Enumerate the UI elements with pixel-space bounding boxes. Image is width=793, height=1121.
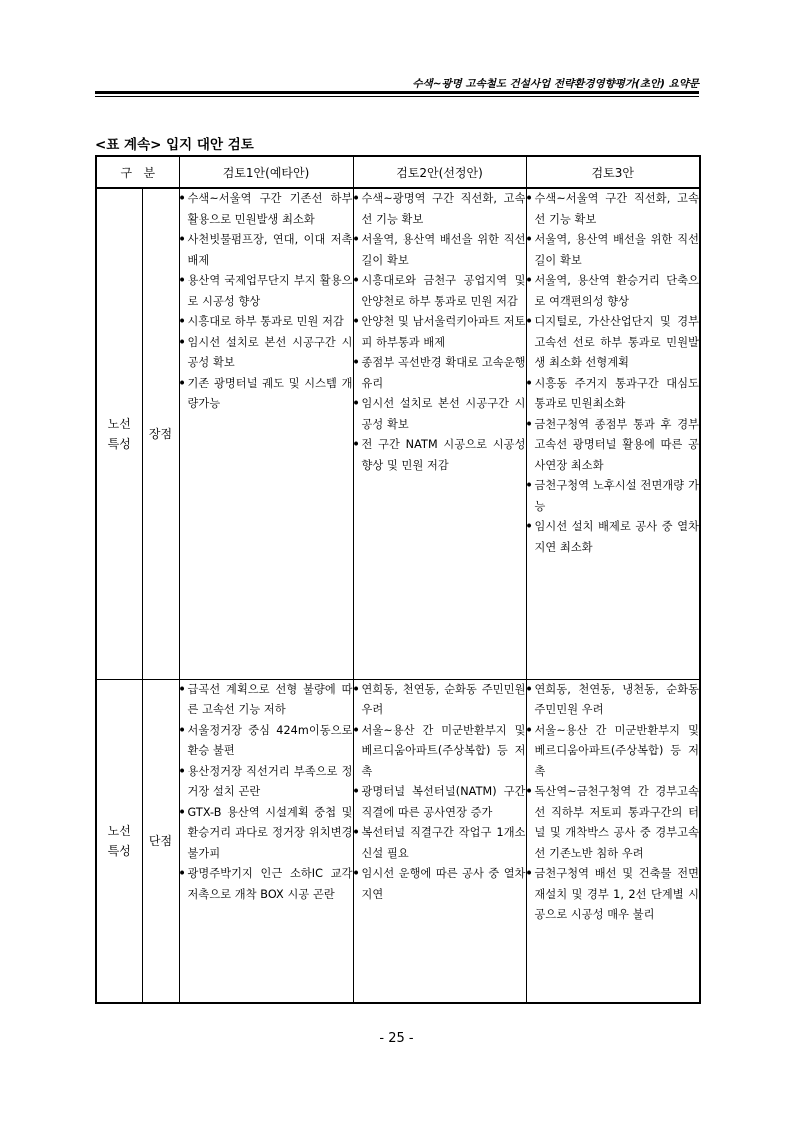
bullet-text: 서울역, 용산역 배선을 위한 직선길이 확보 [534,233,700,267]
table-row [96,679,700,1003]
header-alt1: 검토1안(예타안) [179,156,353,188]
bullet-icon: • [525,520,533,533]
bullet-item [354,823,526,864]
bullet-icon: • [352,438,360,451]
bullet-icon: • [352,315,360,328]
bullet-icon: • [178,805,186,819]
page-number: - 25 - [379,1031,414,1046]
row-group-label: 노선 특성 [96,679,142,1003]
bullet-item [527,374,700,415]
bullet-text: 금천구청역 노후시설 전면개량 가능 [534,479,700,513]
bullet-text: 연희동, 천연동, 순화동 주민민원 우려 [361,682,526,716]
bullet-item [527,864,700,926]
bullet-item [354,782,526,823]
bullet-item [527,680,700,721]
bullet-icon: • [525,233,533,246]
bullet-text: 광명주박기지 인근 소하IC 교각 저촉으로 개착 BOX 시공 곤란 [187,867,353,901]
bullet-text: 수색~서울역 구간 기존선 하부 활용으로 민원발생 최소화 [187,192,353,226]
bullet-text: 수색~광명역 구간 직선화, 고속선 기능 확보 [361,192,526,226]
bullet-item [527,271,700,312]
alt3-cell [526,679,700,1003]
running-header: 수색~광명 고속철도 건설사업 전략환경영향평가(초안) 요약문 [412,78,699,90]
bullet-text: 급곡선 계획으로 선형 불량에 따른 고속선 기능 저하 [187,682,353,716]
bullet-icon: • [352,826,360,839]
bullet-icon: • [525,479,533,492]
bullet-item [180,312,353,333]
bullet-item [354,189,526,230]
bullet-text: 서울~용산 간 미군반환부지 및 베르디움아파트(주상복합) 등 저촉 [361,723,526,778]
alt2-cell [353,188,526,679]
table-row [96,188,700,679]
bullet-icon: • [525,417,533,431]
bullet-text: 종점부 곡선반경 확대로 고속운행 유리 [361,356,526,390]
bullet-icon: • [178,274,186,287]
bullet-icon: • [525,274,533,287]
header-category: 구 분 [96,156,179,188]
bullet-text: 용산역 국제업무단지 부지 활용으로 시공성 향상 [187,274,353,308]
bullet-icon: • [525,867,533,880]
bullet-icon: • [352,785,360,798]
bullet-text: 서울~용산 간 미군반환부지 및 베르디움아파트(주상복합) 등 저촉 [534,723,700,778]
bullet-item [527,189,700,230]
bullet-icon: • [352,233,360,246]
alt3-cell [526,188,700,679]
bullet-text: 사천빗물펌프장, 연대, 이대 저촉배제 [187,233,353,267]
bullet-text: 금천구청역 배선 및 건축물 전면 재설치 및 경부 1, 2선 단계별 시공으로 시공성 매우 불리 [534,867,700,921]
bullet-text: 임시선 설치로 본선 시공구간 시공성 확보 [187,335,353,369]
row-type-label: 장점 [142,188,179,679]
bullet-icon: • [352,723,360,737]
bullet-text: 용산정거장 직선거리 부족으로 정거장 설치 곤란 [187,764,353,798]
bullet-item [527,782,700,864]
bullet-item [180,333,353,374]
bullet-icon: • [525,785,533,798]
bullet-icon: • [178,315,186,328]
bullet-item [180,189,353,230]
bullet-icon: • [525,376,533,390]
bullet-item [354,353,526,394]
alt1-cell [179,188,353,679]
bullet-text: 시흥동 주거지 통과구간 대심도 통과로 민원최소화 [534,376,700,410]
bullet-item [527,230,700,271]
bullet-icon: • [525,192,533,205]
bullet-text: 기존 광명터널 궤도 및 시스템 개량가능 [187,376,353,410]
bullet-text: 서울역, 용산역 환승거리 단축으로 여객편의성 향상 [534,274,700,308]
bullet-item [527,312,700,374]
bullet-item [180,271,353,312]
bullet-item [180,762,353,803]
bullet-icon: • [352,192,360,205]
bullet-item [180,864,353,905]
bullet-item [527,476,700,517]
bullet-item [354,312,526,353]
bullet-icon: • [178,233,186,246]
bullet-item [527,415,700,477]
bullet-item [527,517,700,558]
bullet-icon: • [178,376,186,390]
bullet-text: 시흥대로 하부 통과로 민원 저감 [187,315,344,328]
bullet-item [180,803,353,865]
bullet-text: 광명터널 복선터널(NATM) 구간 직결에 따른 공사연장 증가 [361,785,526,819]
bullet-item [180,680,353,721]
header-alt3: 검토3안 [526,156,700,188]
bullet-item [527,721,700,783]
bullet-text: 임시선 설치 배제로 공사 중 열차지연 최소화 [534,520,700,554]
bullet-item [354,271,526,312]
bullet-text: 서울역, 용산역 배선을 위한 직선길이 확보 [361,233,526,267]
header-rule [95,91,699,94]
alt2-cell [353,679,526,1003]
bullet-icon: • [178,867,186,880]
site-alternative-review-table [95,155,701,1004]
bullet-icon: • [525,723,533,737]
bullet-text: 안양천 및 남서울럭키아파트 저토피 하부통과 배제 [361,315,526,349]
section-title: <표 계속> 입지 대안 검토 [95,137,254,153]
bullet-text: 수색~서울역 구간 직선화, 고속선 기능 확보 [534,192,700,226]
bullet-text: 복선터널 직결구간 작업구 1개소 신설 필요 [361,826,526,860]
bullet-text: 임시선 운행에 따른 공사 중 열차지연 [361,867,526,901]
bullet-icon: • [525,682,533,696]
alt1-cell [179,679,353,1003]
bullet-icon: • [525,315,533,328]
bullet-icon: • [178,723,186,737]
bullet-text: 임시선 설치로 본선 시공구간 시공성 확보 [361,397,526,431]
header-alt2: 검토2안(선정안) [353,156,526,188]
bullet-text: 시흥대로와 금천구 공업지역 및 안양천로 하부 통과로 민원 저감 [361,274,526,308]
bullet-text: 독산역~금천구청역 간 경부고속선 직하부 저토피 통과구간의 터널 및 개착박스 공사 중 경부고속선 기존노반 침하 우려 [534,785,700,860]
bullet-text: 금천구청역 종점부 통과 후 경부고속선 광명터널 활용에 따른 공사연장 최소화 [534,417,700,472]
bullet-text: 연희동, 천연동, 냉천동, 순화동 주민민원 우려 [534,682,700,716]
row-group-label: 노선 특성 [96,188,142,679]
bullet-text: GTX-B 용산역 시설계획 중첩 및 환승거리 과다로 정거장 위치변경 불가피 [187,805,353,860]
bullet-icon: • [352,274,360,287]
bullet-icon: • [352,397,360,410]
bullet-item [354,435,526,476]
bullet-item [354,864,526,905]
bullet-icon: • [178,192,186,205]
row-type-label: 단점 [142,679,179,1003]
header-rule-thin [95,96,699,97]
bullet-icon: • [178,682,186,696]
bullet-text: 전 구간 NATM 시공으로 시공성 향상 및 민원 저감 [361,438,526,472]
bullet-item [180,230,353,271]
bullet-text: 디지털로, 가산산업단지 및 경부고속선 선로 하부 통과로 민원발생 최소화 선형계획 [534,315,700,369]
table-header-row [96,156,700,188]
bullet-item [180,721,353,762]
bullet-item [354,394,526,435]
bullet-icon: • [352,867,360,880]
bullet-item [354,721,526,783]
bullet-icon: • [178,764,186,778]
bullet-item [354,230,526,271]
bullet-icon: • [352,356,360,369]
bullet-item [354,680,526,721]
bullet-icon: • [178,335,186,349]
bullet-text: 서울정거장 중심 424m이동으로 환승 불편 [187,723,353,757]
bullet-icon: • [352,682,360,696]
bullet-item [180,374,353,415]
